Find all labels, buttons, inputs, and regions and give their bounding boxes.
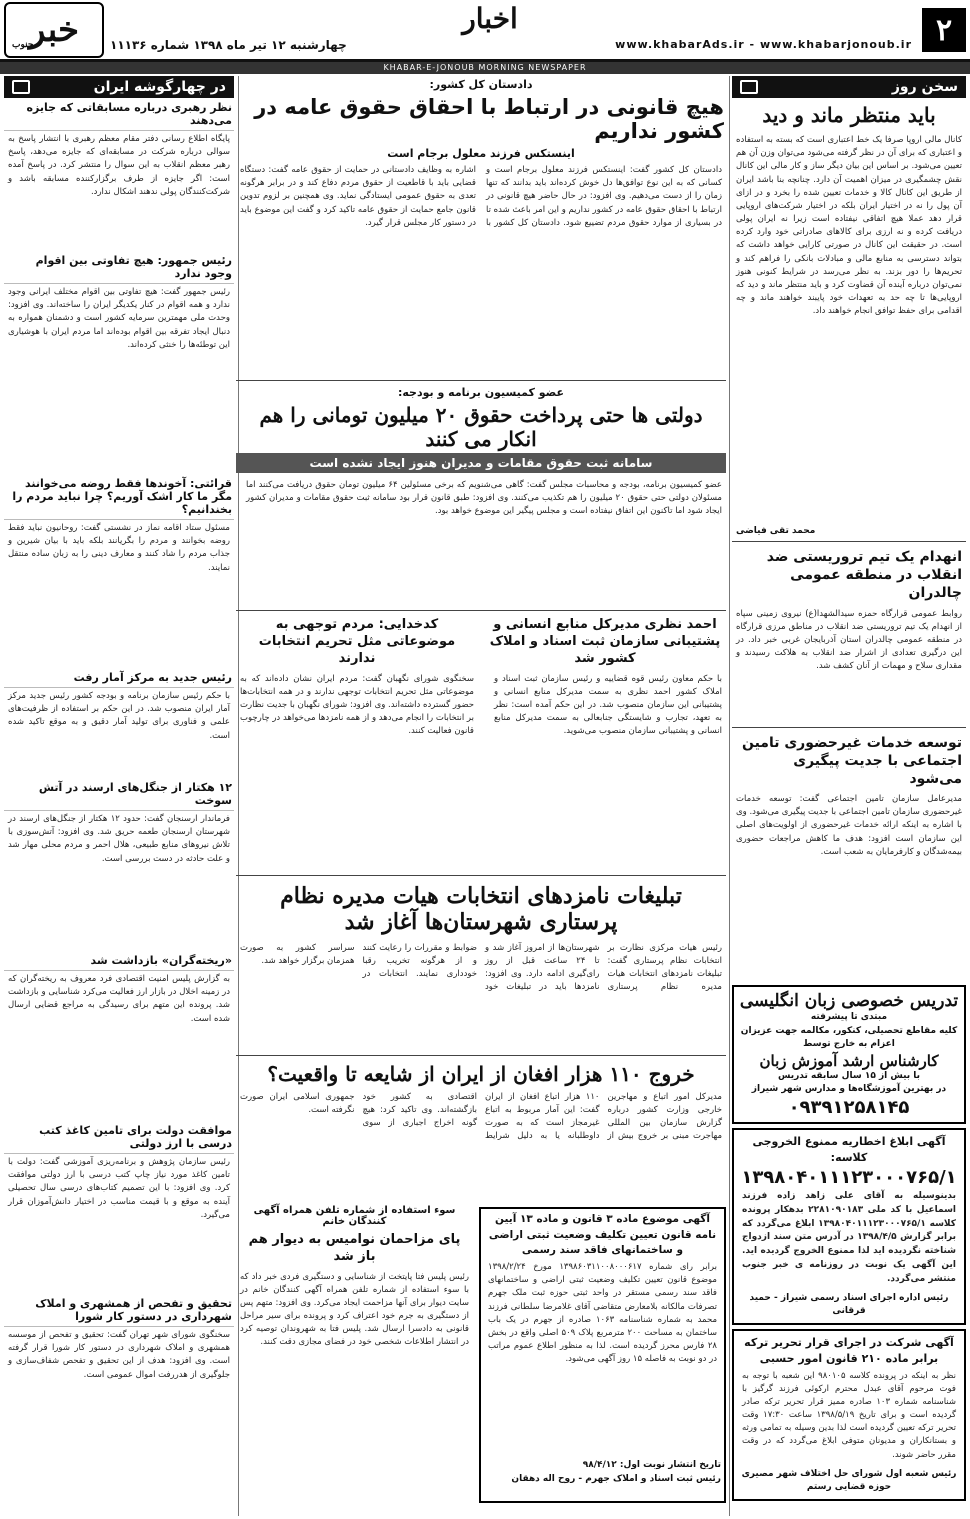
exit-ban-ad [732, 1128, 966, 1325]
afghan-body: مدیرکل امور اتباع و مهاجرین خارجی وزارت کشور درباره گزارش سازمان بین المللی مهاجرت مبنی بر خروج بیش از ۱۱۰ هزار اتباع افغان از ایران گفت: این آمار مربوط به اتباع غیرمجاز است که به صورت داوطلبانه یا به دلیل شرایط اقتصادی به کشور خود بازگشته‌اند. وی تاکید کرد: هیچ گونه اخراج اجباری از سوی جمهوری اسلامی ایران صورت نگرفته است. [240, 1091, 722, 1142]
ad-date: تاریخ انتشار نوبت اول: ۹۸/۴/۱۲ [582, 1460, 721, 1471]
main-body: دادستان کل کشور گفت: اینستکس فرزند معلول برجام است و کسانی که به این نوع توافق‌ها دل خوش کرده‌اند باید بدانند که تنها زمان را از دست می‌دهیم. وی افزود: در حال حاضر هیچ قانونی در ارتباط با احقاق حقوق عامه در کشور نداریم و این امر باعث شده تا در بسیاری از موارد حقوق مردم تضییع شود. دادستان کل کشور با اشاره به وظایف دادستانی در حمایت از حقوق عامه گفت: دستگاه قضایی باید با قاطعیت از حقوق مردم دفاع کند و در برابر هرگونه تعدی به حقوق عمومی ایستادگی نماید. وی همچنین بر لزوم تدوین قانون جامع حمایت از حقوق عامه تاکید کرد و گفت این موضوع باید در دستور کار مجلس قرار گیرد. [240, 165, 722, 228]
company-ad [732, 1329, 966, 1501]
masthead [0, 0, 970, 62]
second-headline: دولتی ها حتی پرداخت حقوق ۲۰ میلیون تومانی را هم انکار می کنند [259, 403, 703, 451]
editorial-title: باید منتظر ماند و دید [762, 103, 936, 127]
brief-title: نظر رهبری درباره مسابقاتی که جایزه می‌دهند [4, 98, 234, 131]
brief-title: «ریخته‌گران» بازداشت شد [4, 951, 234, 971]
ad-title: آگهی شرکت در اجرای قرار تحریر ترکه برابر ماده ۲۱۰ قانون امور حسبی [744, 1335, 954, 1366]
ad-line: با بیش از ۱۵ سال سابقه تدریس [777, 1070, 921, 1081]
masthead-banner: KHABAR-E-JONOUB MORNING NEWSPAPER [0, 62, 970, 74]
ad-title: آگهی ابلاغ اخطاریه ممنوع الخروجی کلاسه: [752, 1134, 946, 1165]
brief-title: موافقت دولت برای تامین کاغذ کتب درسی با ارز دولتی [4, 1121, 234, 1154]
main-column [236, 76, 726, 1516]
left-column [4, 76, 234, 1516]
ad-body: بدینوسیله به آقای علی زاهد زاده فرزند اسماعیل با کد ملی ۲۲۸۱۰۹۰۱۸۳ بدهکار پرونده کلاسه ۱۳۹۸۰۴۰۱۱۱۲۳۰۰۰۷۶۵/۱ ابلاغ می‌گردد که برابر گزارش ۱۳۹۸/۴/۵ در آدرس متن سند ازدواج شناخته نگردیده اید لذا ممنوع الخروج گردیده اید. این آگهی یک نوبت در روزنامه ی خبر جنوب منتشر می‌گردد. [742, 1190, 957, 1285]
main-kicker: دادستان کل کشور: [429, 78, 533, 91]
corner-header [4, 76, 234, 98]
ad-line: کلیه مقاطع تحصیلی، کنکور، مکالمه جهت عزیزان اعزام به خارج توسط [740, 1025, 958, 1050]
logo-text: خبر [28, 10, 80, 50]
news-body: مدیرعامل سازمان تامین اجتماعی گفت: توسعه خدمات غیرحضوری سازمان تامین اجتماعی با جدیت پیگیری می‌شود. وی با اشاره به اینکه ارائه خدمات غیرحضوری از اولویت‌های اصلی این سازمان است افزود: هدف ما کاهش مراجعات حضوری بیمه‌شدگان و کارفرمایان به شعب است. [736, 794, 962, 857]
date-issue: چهارشنبه ۱۲ تیر ماه ۱۳۹۸ شماره ۱۱۱۳۶ [110, 38, 347, 52]
ad-title: تدریس خصوصی زبان انگلیسی [739, 991, 959, 1012]
land-ad [479, 1207, 726, 1503]
brief-body: به گزارش پلیس امنیت اقتصادی فرد معروف به ریخته‌گران که در زمینه اخلال در بازار ارز فعالیت می‌کرد شناسایی و بازداشت شد. پرونده این متهم برای رسیدگی به مراجع قضایی ارسال شده است. [8, 974, 230, 1024]
logo-sub: جنوب [12, 40, 34, 50]
ad-title: آگهی موضوع ماده ۳ قانون و ماده ۱۳ آیین نامه قانون تعیین تکلیف وضعیت ثبتی اراضی و ساختمانهای فاقد سند رسمی [488, 1212, 717, 1257]
editorial-author: محمد تقی فیاضی [736, 526, 816, 536]
brief-title: ۱۲ هکتار از جنگل‌های ارسند در آتش سوخت [4, 778, 234, 811]
ad-number: ۱۳۹۸۰۴۰۱۱۱۲۳۰۰۰۷۶۵/۱ [741, 1166, 957, 1188]
section-title: اخبار [462, 2, 518, 35]
afghan-headline: خروج ۱۱۰ هزار افغان از ایران از شایعه تا واقعیت؟ [267, 1061, 695, 1086]
ad-signature: رئیس اداره اجرای اسناد رسمی شیراز - حمید قرقانی [749, 1292, 949, 1317]
ad-signature: رئیس شعبه اول شورای حل اختلاف شهر مصیری حوزه قضایی رستم [741, 1468, 957, 1493]
second-kicker: عضو کمیسیون برنامه و بودجه: [397, 386, 565, 399]
brief-body: با حکم رئیس سازمان برنامه و بودجه کشور رئیس جدید مرکز آمار ایران منصوب شد. در این حکم بر استفاده از ظرفیت‌های علمی و فناوری برای تولید آمار دقیق و به موقع تاکید شده است. [8, 691, 230, 741]
ad-line: در بهترین آموزشگاه‌ها و مدارس شهر شیراز [751, 1084, 947, 1095]
news-title: کدخدایی: مردم توجهی به موضوعاتی مثل تحریم انتخابات ندارند [258, 617, 456, 666]
second-body: عضو کمیسیون برنامه، بودجه و محاسبات مجلس گفت: گاهی می‌شنویم که برخی مسئولین ۶۴ میلیون تومان حقوق دریافت می‌کنند اما مسئولان دولتی حتی حقوق ۲۰ میلیون را هم تکذیب می‌کنند. وی افزود: طبق قانون قرار بود سامانه ثبت حقوق مقامات و مدیران کشور ایجاد شود اما تاکنون این اتفاق نیفتاده است و مجلس پیگیر این موضوع خواهد بود. [246, 480, 723, 517]
harass-body: رئیس پلیس فتا پایتخت از شناسایی و دستگیری فردی خبر داد که با سوء استفاده از شماره تلفن همراه آگهی کنندگان خانم در سایت دیوار برای آنها مزاحمت ایجاد می‌کرد. وی افزود: متهم پس از دستگیری به جرم خود اعتراف کرد و پرونده برای سیر مراحل قانونی به دادسرا ارسال شد. پلیس فتا به شهروندان توصیه کرد در انتشار اطلاعات شخصی خود در فضای مجازی دقت کنند. [240, 1271, 469, 1348]
page-number: ۲ [922, 8, 966, 52]
ad-phone[interactable]: ۰۹۳۹۱۲۵۸۱۴۵ [788, 1096, 910, 1118]
brief-body: فرماندار ارسنجان گفت: حدود ۱۲ هکتار از جنگل‌های ارسند در شهرستان ارسنجان طعمه حریق شد. وی افزود: آتش‌سوزی با تلاش نیروهای منابع طبیعی، هلال احمر و مردم محلی مهار شد و علت حادثه در دست بررسی است. [8, 814, 230, 864]
corner-label: در چهارگوشه ایران [93, 79, 226, 95]
column-divider [729, 76, 730, 1516]
brief-title: رئیس جدید به مرکز آمار رفت [4, 668, 234, 688]
brief-body: رئیس سازمان پژوهش و برنامه‌ریزی آموزشی گفت: دولت با تامین کاغذ مورد نیاز چاپ کتب درسی با ارز دولتی موافقت کرد. وی افزود: با این تصمیم کتاب‌های درسی سال تحصیلی آینده به موقع و با قیمت مناسب در اختیار دانش‌آموزان قرار می‌گیرد. [8, 1157, 230, 1220]
website-url[interactable]: www.khabarAds.ir - www.khabarjonoub.ir [615, 38, 912, 51]
nursing-headline: تبلیغات نامزدهای انتخابات هیات مدیره نظام پرستاری شهرستان‌ها آغاز شد [280, 883, 682, 936]
news-body: روابط عمومی قرارگاه حمزه سیدالشهدا(ع) نیروی زمینی سپاه از انهدام یک تیم تروریستی ضد انقلاب در مناطق مرزی قرارگاه در منطقه عمومی چالدران استان آذربایجان غربی خبر داد. در این درگیری تعدادی از اشرار ضد انقلاب به هلاکت رسیدند و مقداری سلاح و مهمات از آنان کشف شد. [736, 608, 962, 672]
brief-title: رئیس جمهور: هیچ تفاوتی بین اقوام وجود ندارد [4, 251, 234, 284]
news-body: با حکم معاون رئیس قوه قضاییه و رئیس سازمان ثبت اسناد و املاک کشور احمد نظری به سمت مدیرکل منابع انسانی و پشتیبانی این سازمان منصوب شد. در این حکم آمده است: نظر به تعهد، تجارب و شایستگی جنابعالی به سمت مدیرکل منابع انسانی و پشتیبانی سازمان منصوب می‌شوید. [494, 673, 722, 737]
ad-line: کارشناس ارشد آموزش زبان [759, 1051, 939, 1070]
ad-sub: مبتدی تا پیشرفته [810, 1012, 888, 1023]
ad-body: برابر رای شماره ۱۳۹۸۶۰۳۱۱۰۰۸۰۰۰۶۱۷ مورخ ۱۳۹۸/۲/۲۴ موضوع قانون تعیین تکلیف وضعیت ثبتی اراضی و ساختمانهای فاقد سند رسمی مستقر در واحد ثبتی حوزه ثبت ملک جهرم تصرفات مالکانه بلامعارض متقاضی آقای غلامرضا سلطانی فرزند محمد به شماره شناسنامه ۱۰۶۳ صادره از جهرم در یک باب ساختمان به مساحت ۲۰۰ مترمربع پلاک ۵۰۹ اصلی واقع در بخش ۲۸ فارس محرز گردیده است. لذا به منظور اطلاع عموم مراتب در دو نوبت به فاصله ۱۵ روز آگهی می‌شود. [488, 1262, 718, 1365]
editorial-body: کانال مالی اروپا صرفا یک خط اعتباری است که بسته به استفاده و اعتباری که برای آن در نظر گرفته می‌شود می‌توان وزن آن هم تعیین می‌شود. بر اساس این بیان دیگر ساز و کار مالی این کانال نقش چشمگیری در میزان اهمیت آن دارد. چنانچه بنا باشد ایران از طریق این کانال کالا و خدمات تعیین شده را بخرد و در ازای آن پول را نه در اختیار ایران بلکه در اختیار شرکت‌های اروپایی قرار دهد عملا هیچ اتفاقی نیفتاده است زیرا نه ایران پولی دریافت کرده و نه ارزی برای کالاهای صادراتی خود وارد کرده است. در حقیقت این کانال در صورتی کارایی خواهد داشت که بتواند دسترسی به منابع مالی و مبادلات بانکی را فراهم کند و تحریم‌ها را دور بزند. به نظر می‌رسد در شرایط کنونی هنوز نمی‌توان درباره آینده آن قضاوت کرد و باید منتظر ماند و دید که اروپایی‌ها تا چه حد به تعهدات خود پایبند خواهند ماند و چه اقدامی برای حفظ توافق انجام خواهند داد. [736, 135, 962, 317]
second-subbar: سامانه ثبت حقوق مقامات و مدیران هنوز ایجاد نشده است [236, 453, 726, 473]
harass-headline: پای مزاحمان نوامیس به دیوار هم باز شد [248, 1231, 461, 1264]
brief-title: تحقیق و تفحص از همشهری و املاک شهرداری در دستور کار شورا [4, 1294, 234, 1327]
brief-body: مسئول ستاد اقامه نماز در نشستی گفت: روحانیون نباید فقط روضه بخوانند و مردم را بگریانند بلکه باید با بیان شیرین و جذاب مردم را شاد کنند و معارف دینی را به زبان ساده منتقل نمایند. [8, 523, 230, 573]
brief-body: سخنگوی شورای شهر تهران گفت: تحقیق و تفحص از موسسه همشهری و املاک شهرداری در دستور کار شورا قرار گرفته است. وی افزود: هدف از این تحقیق و تفحص شفاف‌سازی و جلوگیری از هدررفت اموال عمومی است. [8, 1330, 230, 1380]
brief-title: قرائتی: آخوندها فقط روضه می‌خوانند مگر ما کار اشک آوریم؟ چرا نباید مردم را بخندانیم؟ [4, 474, 234, 520]
news-body: سخنگوی شورای نگهبان گفت: مردم ایران نشان داده‌اند که به موضوعاتی مثل تحریم انتخابات توجهی ندارند و در همه انتخابات‌ها حضور گسترده داشته‌اند. وی افزود: شورای نگهبان با جدیت نظارت بر انتخابات را انجام می‌دهد و از همه نامزدها می‌خواهد در چارچوب قانون فعالیت کنند. [240, 673, 474, 737]
main-headline: هیچ قانونی در ارتباط با احقاق حقوق عامه در کشور نداریم [254, 95, 724, 143]
editorial-header [732, 76, 966, 98]
ad-signature: رئیس ثبت اسناد و املاک جهرم - روح اله دهقان [511, 1473, 721, 1484]
editorial-label: سخن روز [891, 79, 958, 95]
map-icon [12, 80, 30, 94]
main-subtitle: اینستکس فرزند معلول برجام است [387, 147, 575, 160]
news-title: توسعه خدمات غیرحضوری تامین اجتماعی با جدیت پیگیری می‌شود [741, 734, 962, 787]
ad-body: نظر به اینکه در پرونده کلاسه ۹۸۰۱۰۵ این شعبه با توجه به فوت مرحوم آقای عبدل محترم ارکوئی فرزند گرگیز با شناسنامه شماره ۱۰۳ صادره ممیز قرار تحریر ترکه صادر گردیده است و برای تاریخ ۱۳۹۸/۵/۱۹ ساعت ۱۷:۳۰ وقت تحریر ترکه تعیین گردیده است لذا بدین وسیله به تمامی ورثه و بستانکاران و مدیونان متوفی ابلاغ می‌گردد که در وقت مقرر حاضر شوند. [742, 1370, 957, 1460]
news-title: انهدام یک تیم تروریستی ضد انقلاب در منطقه عمومی چالدران [766, 549, 962, 602]
news-title: احمد نظری مدیرکل منابع انسانی و پشتیبانی سازمان ثبت اسناد و املاک کشور شد [489, 617, 721, 666]
harass-kicker: سوء استفاده از شماره تلفن همراه آگهی کنندگان خانم [253, 1204, 456, 1227]
brief-body: پایگاه اطلاع رسانی دفتر مقام معظم رهبری با انتشار پاسخ به سوالی درباره شرکت در مسابقه‌ای که جایزه می‌دهد، پاسخ رهبر معظم انقلاب به این سوال را منتشر کرد. در پاسخ آمده است: اگر جایزه از طرف برگزارکننده مسابقه باشد و شرکت‌کنندگان پولی ندهند اشکال ندارد. [8, 134, 230, 197]
brief-body: رئیس جمهور گفت: هیچ تفاوتی بین اقوام مختلف ایرانی وجود ندارد و همه اقوام در کنار یکدیگر ایران را ساخته‌اند. وی افزود: وحدت ملی مهمترین سرمایه کشور است و دشمنان همواره به دنبال ایجاد تفرقه بین اقوام بوده‌اند اما مردم ایران با هوشیاری این توطئه‌ها را خنثی کرده‌اند. [8, 287, 230, 350]
newspaper-logo [4, 2, 104, 58]
language-ad [732, 985, 966, 1124]
right-column [732, 76, 966, 1516]
nursing-body: رئیس هیات مرکزی نظارت بر انتخابات نظام پرستاری گفت: تبلیغات نامزدهای انتخابات هیات مدیره نظام پرستاری شهرستان‌ها از امروز آغاز شد و تا ۲۴ ساعت قبل از روز رای‌گیری ادامه دارد. وی افزود: نامزدها باید در تبلیغات خود ضوابط و مقررات را رعایت کنند و از هرگونه تخریب رقبا خودداری نمایند. انتخابات در سراسر کشور به صورت همزمان برگزار خواهد شد. [240, 942, 722, 993]
pen-icon [740, 80, 758, 94]
